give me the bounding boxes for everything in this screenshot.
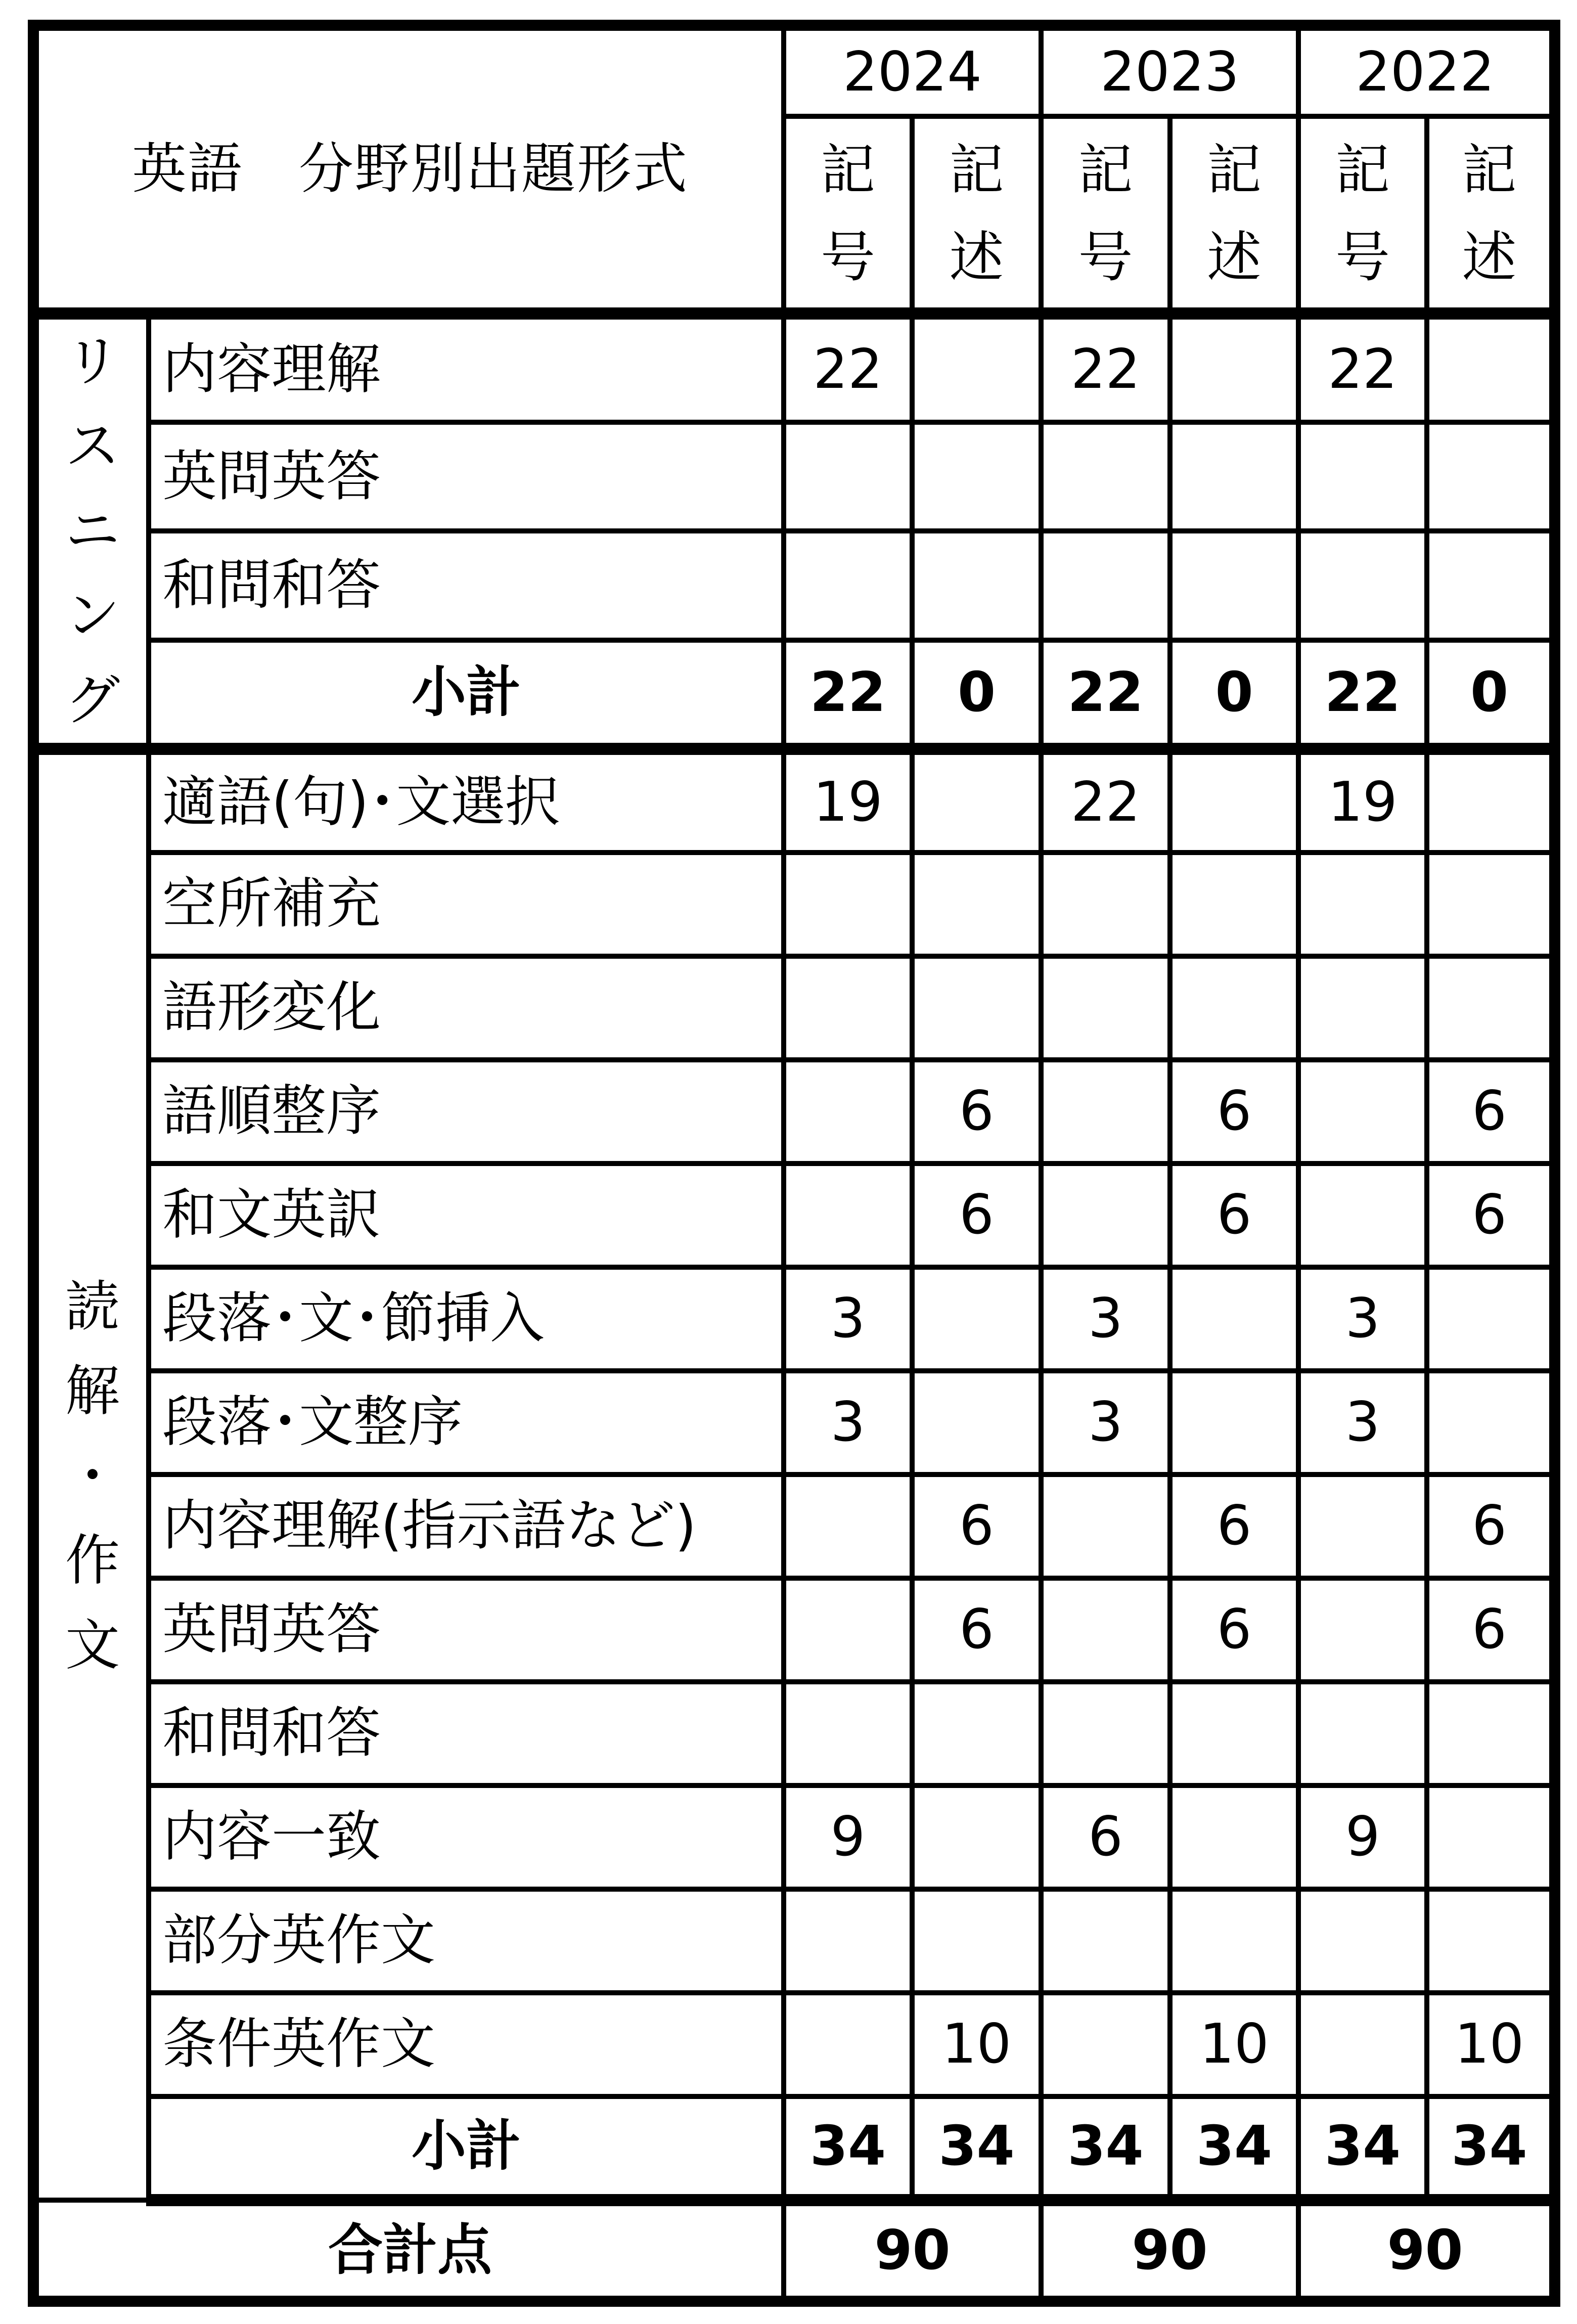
value-cell: 6: [1170, 1578, 1298, 1682]
value-cell: [912, 1785, 1041, 1889]
table-row: [33, 1785, 1555, 1889]
subtotal-value: 34: [784, 2096, 912, 2200]
value-cell: [1427, 1682, 1555, 1785]
value-cell: [784, 1474, 912, 1578]
value-cell: [912, 531, 1041, 640]
value-cell: [1170, 749, 1298, 853]
kind-header-kijutsu: 記 述: [1427, 116, 1555, 314]
section-label: リ ス ニ ン グ: [33, 314, 149, 749]
value-cell: 22: [1298, 314, 1427, 422]
subtotal-row: [33, 640, 1555, 749]
subtotal-value: 22: [1298, 640, 1427, 749]
value-cell: [912, 1371, 1041, 1474]
value-cell: 22: [1041, 749, 1170, 853]
row-item: 内容理解: [149, 314, 784, 422]
value-cell: [784, 853, 912, 956]
value-cell: 19: [784, 749, 912, 853]
value-cell: 6: [1170, 1164, 1298, 1267]
value-cell: 6: [1041, 1785, 1170, 1889]
value-cell: 22: [1041, 314, 1170, 422]
table-title: 英語 分野別出題形式: [33, 25, 784, 314]
row-item: 内容一致: [149, 1785, 784, 1889]
row-item: 英問英答: [149, 1578, 784, 1682]
subtotal-row: [33, 2096, 1555, 2200]
table-row: [33, 1474, 1555, 1578]
value-cell: 3: [784, 1267, 912, 1371]
score-table: [28, 20, 1560, 2307]
value-cell: [1170, 1371, 1298, 1474]
table-row: [33, 1060, 1555, 1164]
table-row: [33, 1164, 1555, 1267]
table-body: [33, 25, 1555, 2301]
total-value: 90: [1041, 2200, 1298, 2301]
total-label: 合計点: [33, 2200, 784, 2301]
row-item: 和問和答: [149, 1682, 784, 1785]
value-cell: 6: [1427, 1578, 1555, 1682]
value-cell: 6: [912, 1060, 1041, 1164]
value-cell: 6: [912, 1578, 1041, 1682]
value-cell: [1170, 422, 1298, 531]
value-cell: [784, 422, 912, 531]
value-cell: 6: [912, 1164, 1041, 1267]
value-cell: [784, 1889, 912, 1993]
value-cell: [1170, 1889, 1298, 1993]
table-row: [33, 1371, 1555, 1474]
value-cell: [1427, 1267, 1555, 1371]
value-cell: [1427, 314, 1555, 422]
table-row: [33, 1682, 1555, 1785]
value-cell: [784, 956, 912, 1060]
subtotal-value: 0: [1170, 640, 1298, 749]
value-cell: [1298, 1060, 1427, 1164]
subtotal-value: 22: [1041, 640, 1170, 749]
table-row: [33, 956, 1555, 1060]
table-row: [33, 1993, 1555, 2096]
subtotal-value: 34: [1170, 2096, 1298, 2200]
value-cell: [1041, 1993, 1170, 2096]
section-label: 読 解 ・ 作 文: [33, 749, 149, 2200]
value-cell: [784, 1060, 912, 1164]
row-item: 段落･文整序: [149, 1371, 784, 1474]
value-cell: [1427, 749, 1555, 853]
value-cell: 19: [1298, 749, 1427, 853]
kind-header-kijutsu: 記 述: [1170, 116, 1298, 314]
value-cell: [912, 422, 1041, 531]
value-cell: [1427, 531, 1555, 640]
subtotal-value: 0: [912, 640, 1041, 749]
row-item: 空所補充: [149, 853, 784, 956]
value-cell: [1298, 422, 1427, 531]
header-row-years: [33, 25, 1555, 116]
value-cell: [912, 1889, 1041, 1993]
value-cell: 3: [1298, 1371, 1427, 1474]
value-cell: 6: [1427, 1164, 1555, 1267]
table-row: [33, 422, 1555, 531]
value-cell: [1170, 956, 1298, 1060]
value-cell: 6: [1170, 1474, 1298, 1578]
table-row: [33, 1267, 1555, 1371]
row-item: 部分英作文: [149, 1889, 784, 1993]
value-cell: [1427, 956, 1555, 1060]
value-cell: 3: [1041, 1371, 1170, 1474]
value-cell: [1298, 1164, 1427, 1267]
value-cell: 3: [1041, 1267, 1170, 1371]
row-item: 英問英答: [149, 422, 784, 531]
value-cell: [784, 531, 912, 640]
value-cell: [1298, 1474, 1427, 1578]
subtotal-value: 34: [912, 2096, 1041, 2200]
value-cell: [1298, 956, 1427, 1060]
value-cell: [1041, 1060, 1170, 1164]
total-row: [33, 2200, 1555, 2301]
row-item: 適語(句)･文選択: [149, 749, 784, 853]
value-cell: 10: [912, 1993, 1041, 2096]
value-cell: 3: [784, 1371, 912, 1474]
value-cell: 10: [1427, 1993, 1555, 2096]
value-cell: [1170, 853, 1298, 956]
value-cell: [1170, 314, 1298, 422]
row-item: 和問和答: [149, 531, 784, 640]
value-cell: [1427, 853, 1555, 956]
value-cell: [912, 853, 1041, 956]
year-header: 2022: [1298, 25, 1555, 116]
value-cell: [1427, 1889, 1555, 1993]
value-cell: [1041, 1474, 1170, 1578]
year-header: 2023: [1041, 25, 1298, 116]
subtotal-value: 34: [1427, 2096, 1555, 2200]
value-cell: [912, 749, 1041, 853]
value-cell: [784, 1164, 912, 1267]
row-item: 条件英作文: [149, 1993, 784, 2096]
value-cell: [1298, 1993, 1427, 2096]
value-cell: [1041, 853, 1170, 956]
value-cell: [912, 1267, 1041, 1371]
year-header: 2024: [784, 25, 1041, 116]
value-cell: 9: [1298, 1785, 1427, 1889]
value-cell: 6: [1170, 1060, 1298, 1164]
value-cell: [1298, 1682, 1427, 1785]
value-cell: [1298, 1578, 1427, 1682]
table-row: [33, 314, 1555, 422]
subtotal-label: 小計: [149, 640, 784, 749]
value-cell: [1170, 1682, 1298, 1785]
value-cell: 6: [1427, 1474, 1555, 1578]
value-cell: [1427, 1371, 1555, 1474]
value-cell: [1041, 1164, 1170, 1267]
value-cell: [912, 956, 1041, 1060]
value-cell: [1041, 1889, 1170, 1993]
value-cell: 6: [1427, 1060, 1555, 1164]
value-cell: 9: [784, 1785, 912, 1889]
value-cell: [1041, 1578, 1170, 1682]
row-item: 段落･文･節挿入: [149, 1267, 784, 1371]
value-cell: 22: [784, 314, 912, 422]
value-cell: [1170, 1785, 1298, 1889]
table-row: [33, 853, 1555, 956]
value-cell: [912, 1682, 1041, 1785]
value-cell: [1041, 956, 1170, 1060]
table-row: [33, 531, 1555, 640]
value-cell: [1170, 531, 1298, 640]
kind-header-kigo: 記 号: [784, 116, 912, 314]
subtotal-value: 34: [1298, 2096, 1427, 2200]
subtotal-label: 小計: [149, 2096, 784, 2200]
value-cell: [912, 314, 1041, 422]
total-value: 90: [1298, 2200, 1555, 2301]
table-row: [33, 1578, 1555, 1682]
total-value: 90: [784, 2200, 1041, 2301]
subtotal-value: 34: [1041, 2096, 1170, 2200]
value-cell: [1041, 1682, 1170, 1785]
kind-header-kijutsu: 記 述: [912, 116, 1041, 314]
row-item: 語形変化: [149, 956, 784, 1060]
row-item: 内容理解(指示語など): [149, 1474, 784, 1578]
value-cell: 10: [1170, 1993, 1298, 2096]
value-cell: [1298, 853, 1427, 956]
table-row: [33, 749, 1555, 853]
value-cell: [1427, 1785, 1555, 1889]
row-item: 語順整序: [149, 1060, 784, 1164]
value-cell: [1298, 1889, 1427, 1993]
value-cell: [1041, 422, 1170, 531]
value-cell: [784, 1993, 912, 2096]
value-cell: [784, 1682, 912, 1785]
table-row: [33, 1889, 1555, 1993]
row-item: 和文英訳: [149, 1164, 784, 1267]
value-cell: [1427, 422, 1555, 531]
subtotal-value: 22: [784, 640, 912, 749]
kind-header-kigo: 記 号: [1041, 116, 1170, 314]
subtotal-value: 0: [1427, 640, 1555, 749]
value-cell: [1170, 1267, 1298, 1371]
value-cell: [1298, 531, 1427, 640]
value-cell: [784, 1578, 912, 1682]
kind-header-kigo: 記 号: [1298, 116, 1427, 314]
value-cell: 3: [1298, 1267, 1427, 1371]
value-cell: 6: [912, 1474, 1041, 1578]
value-cell: [1041, 531, 1170, 640]
